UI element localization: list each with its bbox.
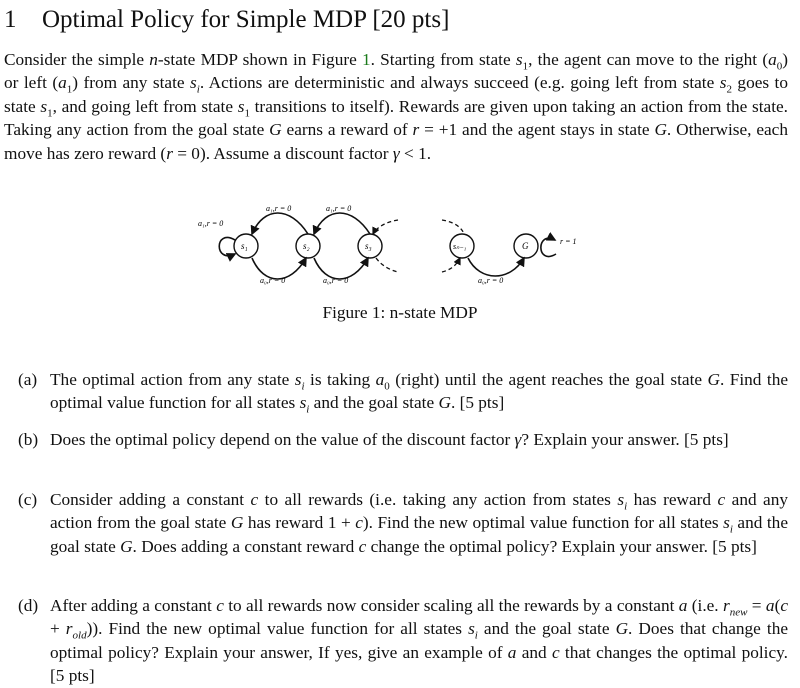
figure-reference-link[interactable]: 1 [361, 50, 371, 69]
figure-caption: Figure 1: n-state MDP [322, 303, 478, 322]
question-label: (c) [18, 490, 38, 509]
intro-paragraph: Consider the simple n-state MDP shown in Figure 1. Starting from state $s_1$, the agent can move to the right $(a_0)$ or left $(a_1)$ from any state $s_i$. Actions are deterministic and always succeed (e.g. going left from state $s_2$ goes to state $s_1$, and going left from state $s_1$ transitions to itself). Rewards are given upon taking an action from the state. Taking any action from the goal state G earns a reward of r = +1 and the agent stays in state G. Otherwise, each move has zero reward (r = 0). Assume a discount factor γ < 1. [4, 50, 788, 163]
svg-text:r = 1: r = 1 [560, 237, 577, 246]
question-b [18, 428, 788, 451]
svg-text:a₁,r = 0: a₁,r = 0 [198, 219, 224, 228]
svg-text:a₁,r = 0: a₁,r = 0 [266, 204, 292, 213]
section-title: Optimal Policy for Simple MDP [20 pts] [42, 6, 450, 33]
svg-text:a₀,r = 0: a₀,r = 0 [478, 276, 504, 285]
state-s1 [234, 234, 258, 258]
question-text: Does the optimal policy depend on the value of the discount factor γ? Explain your answer. [5 pts] [50, 430, 729, 449]
state-s2 [296, 234, 320, 258]
svg-text:G: G [522, 241, 529, 251]
svg-text:s₁: s₁ [241, 241, 248, 251]
question-text: After adding a constant c to all rewards now consider scaling all the rewards by a constant a (i.e. $r_{new} = a(c + r_{old})$). Find the new optimal value function for all states $s_i$ and the goal state G. Does that change the optimal policy? Explain your answer, If yes, give an example of a and c that changes the optimal policy. [5 pts] [50, 596, 789, 686]
question-d [18, 594, 788, 688]
state-sn-1 [450, 234, 474, 258]
state-s3 [358, 234, 382, 258]
section-heading [4, 4, 449, 36]
question-label: (b) [18, 430, 39, 449]
mdp-diagram [180, 198, 600, 293]
svg-text:a₀,r = 0: a₀,r = 0 [260, 276, 286, 285]
question-c [18, 488, 788, 558]
question-label: (d) [18, 596, 39, 615]
svg-text:s₂: s₂ [303, 241, 310, 251]
svg-text:s₃: s₃ [365, 241, 372, 251]
svg-text:a₀,r = 0: a₀,r = 0 [323, 276, 349, 285]
svg-text:a₁,r = 0: a₁,r = 0 [326, 204, 352, 213]
question-text: The optimal action from any state $s_i$ is taking $a_0$ (right) until the agent reaches the goal state G. Find the optimal value function for all states $s_i$ and the goal state G. [5 pts] [50, 370, 788, 416]
section-number: 1 [4, 6, 17, 33]
question-a [18, 368, 788, 415]
svg-text:sₙ₋₁: sₙ₋₁ [453, 242, 467, 251]
question-text: Consider adding a constant c to all rewards (i.e. taking any action from states $s_i$ has reward c and any action from the goal state G has reward 1 + c). Find the new optimal value function for all states $s_i$ and the goal state G. Does adding a constant reward c change the optimal policy? Explain your answer. [5 pts] [50, 490, 789, 556]
state-goal [514, 234, 538, 258]
question-label: (a) [18, 370, 38, 389]
